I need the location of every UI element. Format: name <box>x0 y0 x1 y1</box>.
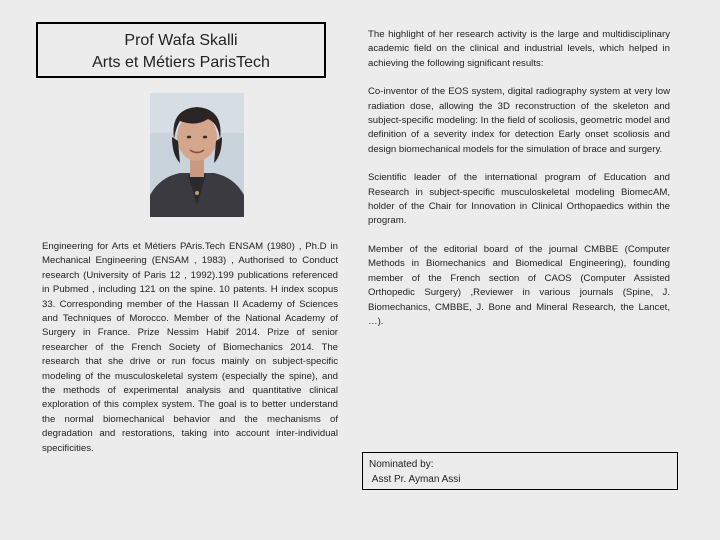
nominated-label: Nominated by: <box>369 459 434 470</box>
bio-text: Engineering for Arts et Métiers PAris.Tech ENSAM (1980) , Ph.D in Mechanical Engineering (ENSAM , 1983) , Authorised to Conduct research (University of Paris 12 , 1992).199 publications referenced in Pubmed , including 121 on the spine. 10 patents. H index scopus 33. Corresponding member of the Hassan II Academy of Sciences and Techniques of Morocco. Member of the National Academy of Surgery in France. Prize Nessim Habif 2014. Prize of senior researcher of the French Society of Biomechanics 2014. The research that she drive or run focus mainly on subject-specific modeling of the musculoskeletal system (especially the spine), and the methods of experimental analysis and quantitative clinical exploration of this complex system. The goal is to better understand the normal biomechanical behavior and the mechanisms of degradation and restorations, taking into account inter-individual specificities. <box>42 241 338 454</box>
research-highlights <box>368 28 670 343</box>
nomination-box <box>362 452 678 490</box>
institution-name: Arts et Métiers ParisTech <box>92 54 270 71</box>
highlight-editorial: Member of the editorial board of the journal CMBBE (Computer Methods in Biomechanics and Biomedical Engineering), founding member of the French section of CAOS (Computer Assisted Orthopedic Surgery) ,Reviewer in various journals (Spine, J. Biomechanics, CMBBE, J. Bone and Mineral Research, the Lancet, …). <box>368 243 670 327</box>
portrait-photo <box>150 93 244 217</box>
professor-name: Prof Wafa Skalli <box>124 32 238 49</box>
highlight-intro: The highlight of her research activity is the large and multidisciplinary academic field on the clinical and industrial levels, which helped in achieving the following significant results: <box>368 29 670 69</box>
nominated-by <box>369 472 671 487</box>
portrait-icon <box>150 93 244 217</box>
highlight-eos: Co-inventor of the EOS system, digital radiography system at very low radiation dose, allowing the 3D reconstruction of the skeleton and subject-specific modeling: In the field of scoliosis, geometric model and definition of a severity index for detection Early onset scoliosis and design biomechanical models for the simulation of brace and surgery. <box>368 86 670 155</box>
title-box <box>36 22 326 78</box>
nominator-name: Asst Pr. Ayman Assi <box>371 474 461 485</box>
highlight-biomecam: Scientific leader of the international program of Education and Research in subject-specific musculoskeletal modeling BiomecAM, holder of the Chair for Innovation in Clinical Orthopaedics within the program. <box>368 172 670 227</box>
